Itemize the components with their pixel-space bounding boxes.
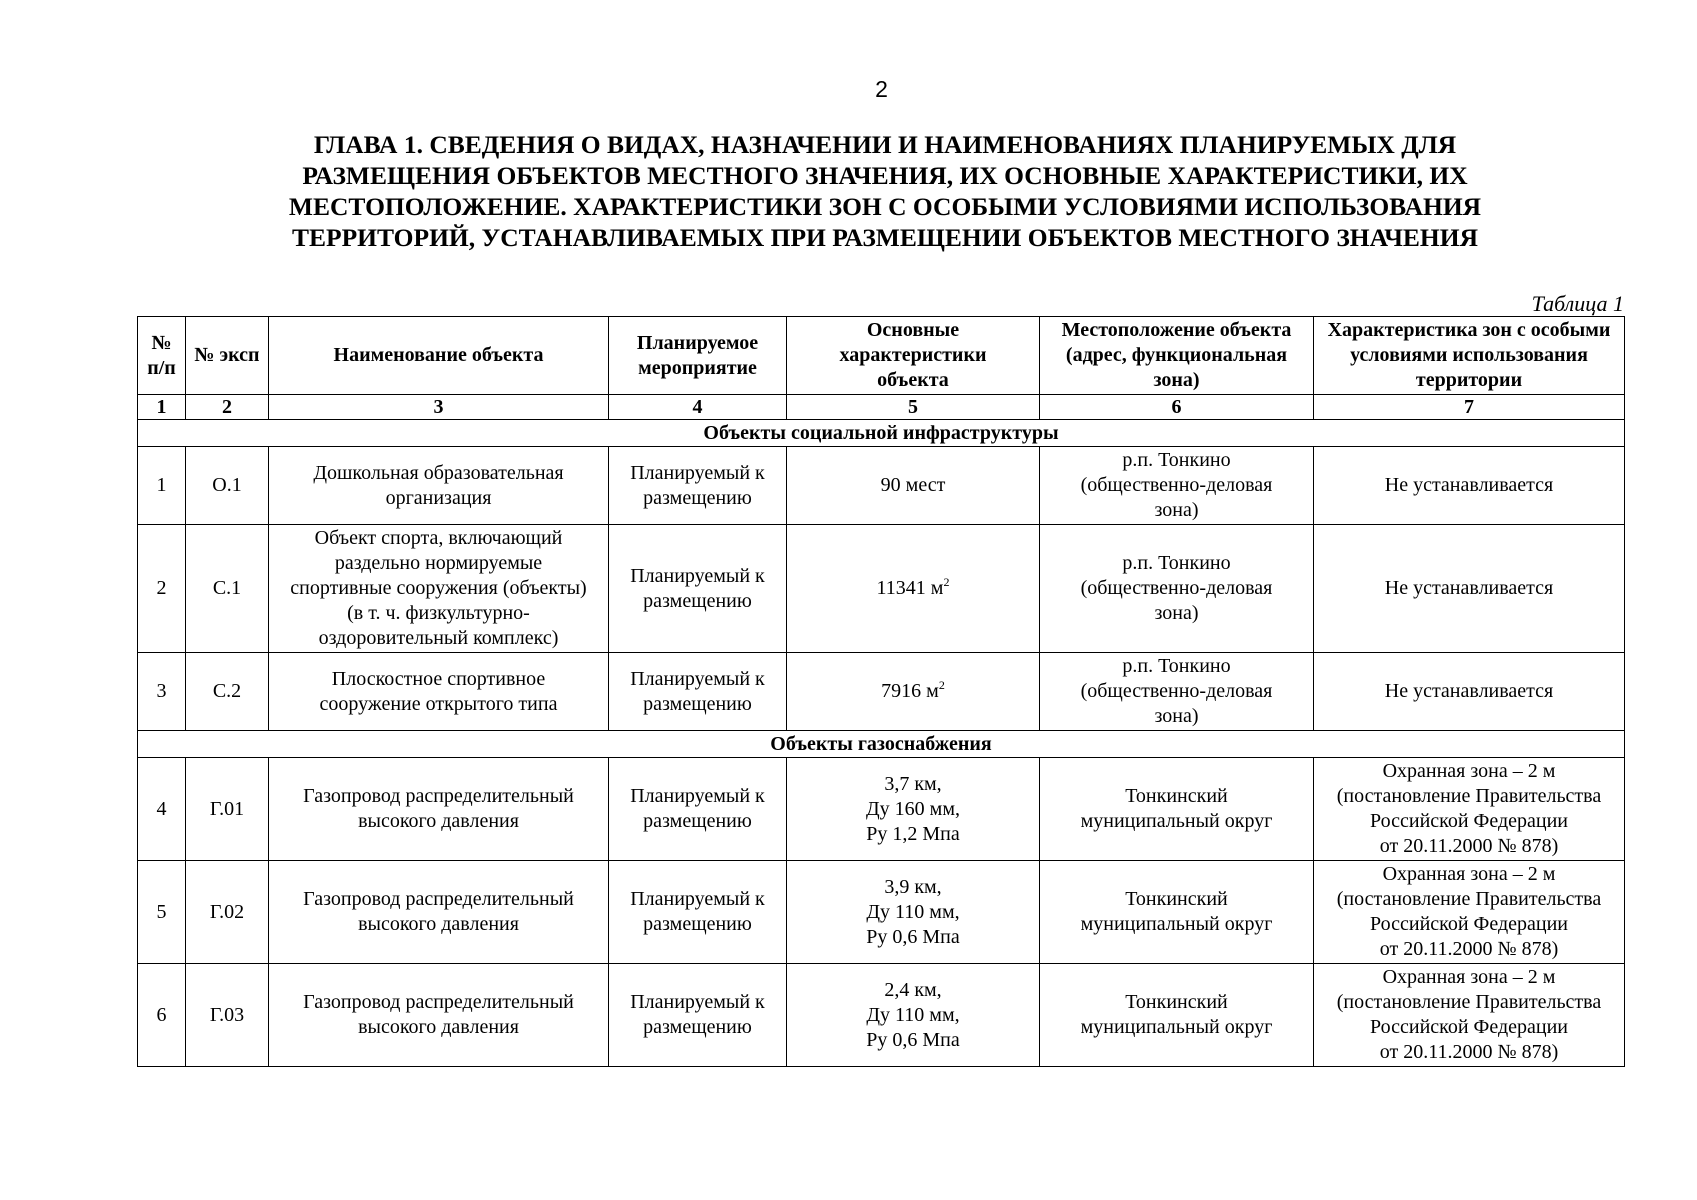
cell-activity: Планируемый к размещению	[609, 861, 787, 964]
cell-location	[1040, 964, 1314, 1067]
header-cell-characteristics	[787, 317, 1040, 395]
header-characteristics-text: Основные характеристики объекта	[839, 319, 987, 391]
zones-line: от 20.11.2000 № 878)	[1379, 1041, 1559, 1063]
cell-location	[1040, 447, 1314, 525]
cell-characteristics	[787, 861, 1040, 964]
cell-name-text: Газопровод распределительный высокого давления	[303, 785, 574, 832]
zones-line: от 20.11.2000 № 878)	[1379, 835, 1559, 857]
table-row	[138, 861, 1625, 964]
cell-characteristics	[787, 758, 1040, 861]
cell-name	[269, 447, 609, 525]
cell-zones	[1314, 861, 1625, 964]
characteristics-line: 2,4 км,	[884, 978, 942, 1001]
cell-activity: Планируемый к размещению	[609, 964, 787, 1067]
header-cell-location: Местоположение объекта (адрес, функциональная зона)	[1040, 317, 1314, 395]
zones-line: Российской Федерации	[1369, 1016, 1569, 1038]
cell-name	[269, 525, 609, 653]
cell-location	[1040, 758, 1314, 861]
header-cell-exp: № эксп	[186, 317, 269, 395]
objects-table	[137, 316, 1625, 1067]
zones-line: (постановление Правительства	[1336, 785, 1602, 807]
cell-exp: Г.02	[186, 861, 269, 964]
cell-zones	[1314, 758, 1625, 861]
superscript: 2	[943, 575, 950, 589]
cell-zones: Не устанавливается	[1314, 653, 1625, 731]
header-cell-name: Наименование объекта	[269, 317, 609, 395]
cell-name	[269, 964, 609, 1067]
cell-zones: Не устанавливается	[1314, 447, 1625, 525]
cell-characteristics	[787, 653, 1040, 731]
cell-location-text: р.п. Тонкино (общественно-деловая зона)	[1080, 449, 1273, 521]
cell-activity: Планируемый к размещению	[609, 653, 787, 731]
zones-line: от 20.11.2000 № 878)	[1379, 938, 1559, 960]
cell-name-text: Дошкольная образовательная организация	[313, 461, 564, 509]
cell-characteristics	[787, 964, 1040, 1067]
cell-exp: О.1	[186, 447, 269, 525]
cell-num: 3	[138, 653, 186, 731]
section-title: Объекты газоснабжения	[138, 731, 1625, 758]
cell-exp: С.1	[186, 525, 269, 653]
cell-name	[269, 653, 609, 731]
characteristics-line: Ру 0,6 Мпа	[866, 925, 960, 948]
zones-line: Охранная зона – 2 м	[1382, 760, 1556, 782]
column-number: 7	[1314, 395, 1625, 420]
header-cell-num: № п/п	[138, 317, 186, 395]
cell-activity: Планируемый к размещению	[609, 447, 787, 525]
characteristics-line: Ду 160 мм,	[866, 797, 960, 820]
cell-activity: Планируемый к размещению	[609, 525, 787, 653]
cell-exp: С.2	[186, 653, 269, 731]
zones-line: (постановление Правительства	[1336, 991, 1602, 1013]
zones-line: Охранная зона – 2 м	[1382, 966, 1556, 988]
superscript: 2	[938, 678, 945, 692]
cell-name	[269, 758, 609, 861]
table-row	[138, 447, 1625, 525]
zones-line: Охранная зона – 2 м	[1382, 863, 1556, 885]
cell-location-text: р.п. Тонкино (общественно-деловая зона)	[1080, 552, 1273, 624]
characteristics-line: 3,9 км,	[884, 875, 942, 898]
cell-name-text: Плоскостное спортивное сооружение открытого типа	[319, 667, 558, 715]
cell-zones	[1314, 964, 1625, 1067]
cell-location	[1040, 861, 1314, 964]
characteristics-line: Ру 1,2 Мпа	[866, 822, 960, 845]
table-row	[138, 758, 1625, 861]
cell-num: 2	[138, 525, 186, 653]
cell-characteristics	[787, 525, 1040, 653]
section-header-row	[138, 420, 1625, 447]
cell-exp: Г.03	[186, 964, 269, 1067]
cell-characteristics: 90 мест	[787, 447, 1040, 525]
chapter-title-line: РАЗМЕЩЕНИЯ ОБЪЕКТОВ МЕСТНОГО ЗНАЧЕНИЯ, ИХ ОСНОВНЫЕ ХАРАКТЕРИСТИКИ, ИХ	[302, 161, 1468, 190]
characteristics-line: 3,7 км,	[884, 772, 942, 795]
table-row	[138, 525, 1625, 653]
cell-location-text: Тонкинский муниципальный округ	[1080, 785, 1273, 832]
characteristics-value: 7916 м	[881, 680, 939, 702]
cell-location	[1040, 525, 1314, 653]
cell-num: 1	[138, 447, 186, 525]
cell-num: 5	[138, 861, 186, 964]
page-number: 2	[875, 76, 888, 102]
characteristics-value: 11341 м	[876, 577, 944, 599]
characteristics-line: Ду 110 мм,	[866, 1003, 960, 1026]
cell-zones: Не устанавливается	[1314, 525, 1625, 653]
cell-name-text: Газопровод распределительный высокого давления	[303, 991, 574, 1038]
cell-name-text: Объект спорта, включающий раздельно нормируемые спортивные сооружения (объекты) (в т. ч. физкультурно-оздоровительный комплекс)	[290, 527, 587, 649]
section-title: Объекты социальной инфраструктуры	[138, 420, 1625, 447]
chapter-title	[180, 129, 1590, 253]
column-number: 5	[787, 395, 1040, 420]
chapter-title-line: ТЕРРИТОРИЙ, УСТАНАВЛИВАЕМЫХ ПРИ РАЗМЕЩЕНИИ ОБЪЕКТОВ МЕСТНОГО ЗНАЧЕНИЯ	[291, 223, 1478, 252]
column-number-row	[138, 395, 1625, 420]
section-header-row	[138, 731, 1625, 758]
table-row	[138, 964, 1625, 1067]
cell-name	[269, 861, 609, 964]
cell-location	[1040, 653, 1314, 731]
cell-location-text: Тонкинский муниципальный округ	[1080, 991, 1273, 1038]
characteristics-line: Ру 0,6 Мпа	[866, 1028, 960, 1051]
cell-location-text: Тонкинский муниципальный округ	[1080, 888, 1273, 935]
chapter-title-line: МЕСТОПОЛОЖЕНИЕ. ХАРАКТЕРИСТИКИ ЗОН С ОСОБЫМИ УСЛОВИЯМИ ИСПОЛЬЗОВАНИЯ	[288, 192, 1482, 221]
table-row	[138, 653, 1625, 731]
column-number: 4	[609, 395, 787, 420]
characteristics-line: Ду 110 мм,	[866, 900, 960, 923]
zones-line: (постановление Правительства	[1336, 888, 1602, 910]
zones-line: Российской Федерации	[1369, 913, 1569, 935]
cell-num: 4	[138, 758, 186, 861]
header-cell-zones: Характеристика зон с особыми условиями использования территории	[1314, 317, 1625, 395]
cell-name-text: Газопровод распределительный высокого давления	[303, 888, 574, 935]
cell-location-text: р.п. Тонкино (общественно-деловая зона)	[1080, 655, 1273, 727]
column-number: 6	[1040, 395, 1314, 420]
zones-line: Российской Федерации	[1369, 810, 1569, 832]
chapter-title-line: ГЛАВА 1. СВЕДЕНИЯ О ВИДАХ, НАЗНАЧЕНИИ И НАИМЕНОВАНИЯХ ПЛАНИРУЕМЫХ ДЛЯ	[313, 130, 1457, 159]
cell-activity: Планируемый к размещению	[609, 758, 787, 861]
header-cell-activity: Планируемое мероприятие	[609, 317, 787, 395]
column-number: 3	[269, 395, 609, 420]
table-header-row	[138, 317, 1625, 395]
cell-exp: Г.01	[186, 758, 269, 861]
table-caption: Таблица 1	[1531, 291, 1624, 316]
column-number: 1	[138, 395, 186, 420]
cell-num: 6	[138, 964, 186, 1067]
column-number: 2	[186, 395, 269, 420]
